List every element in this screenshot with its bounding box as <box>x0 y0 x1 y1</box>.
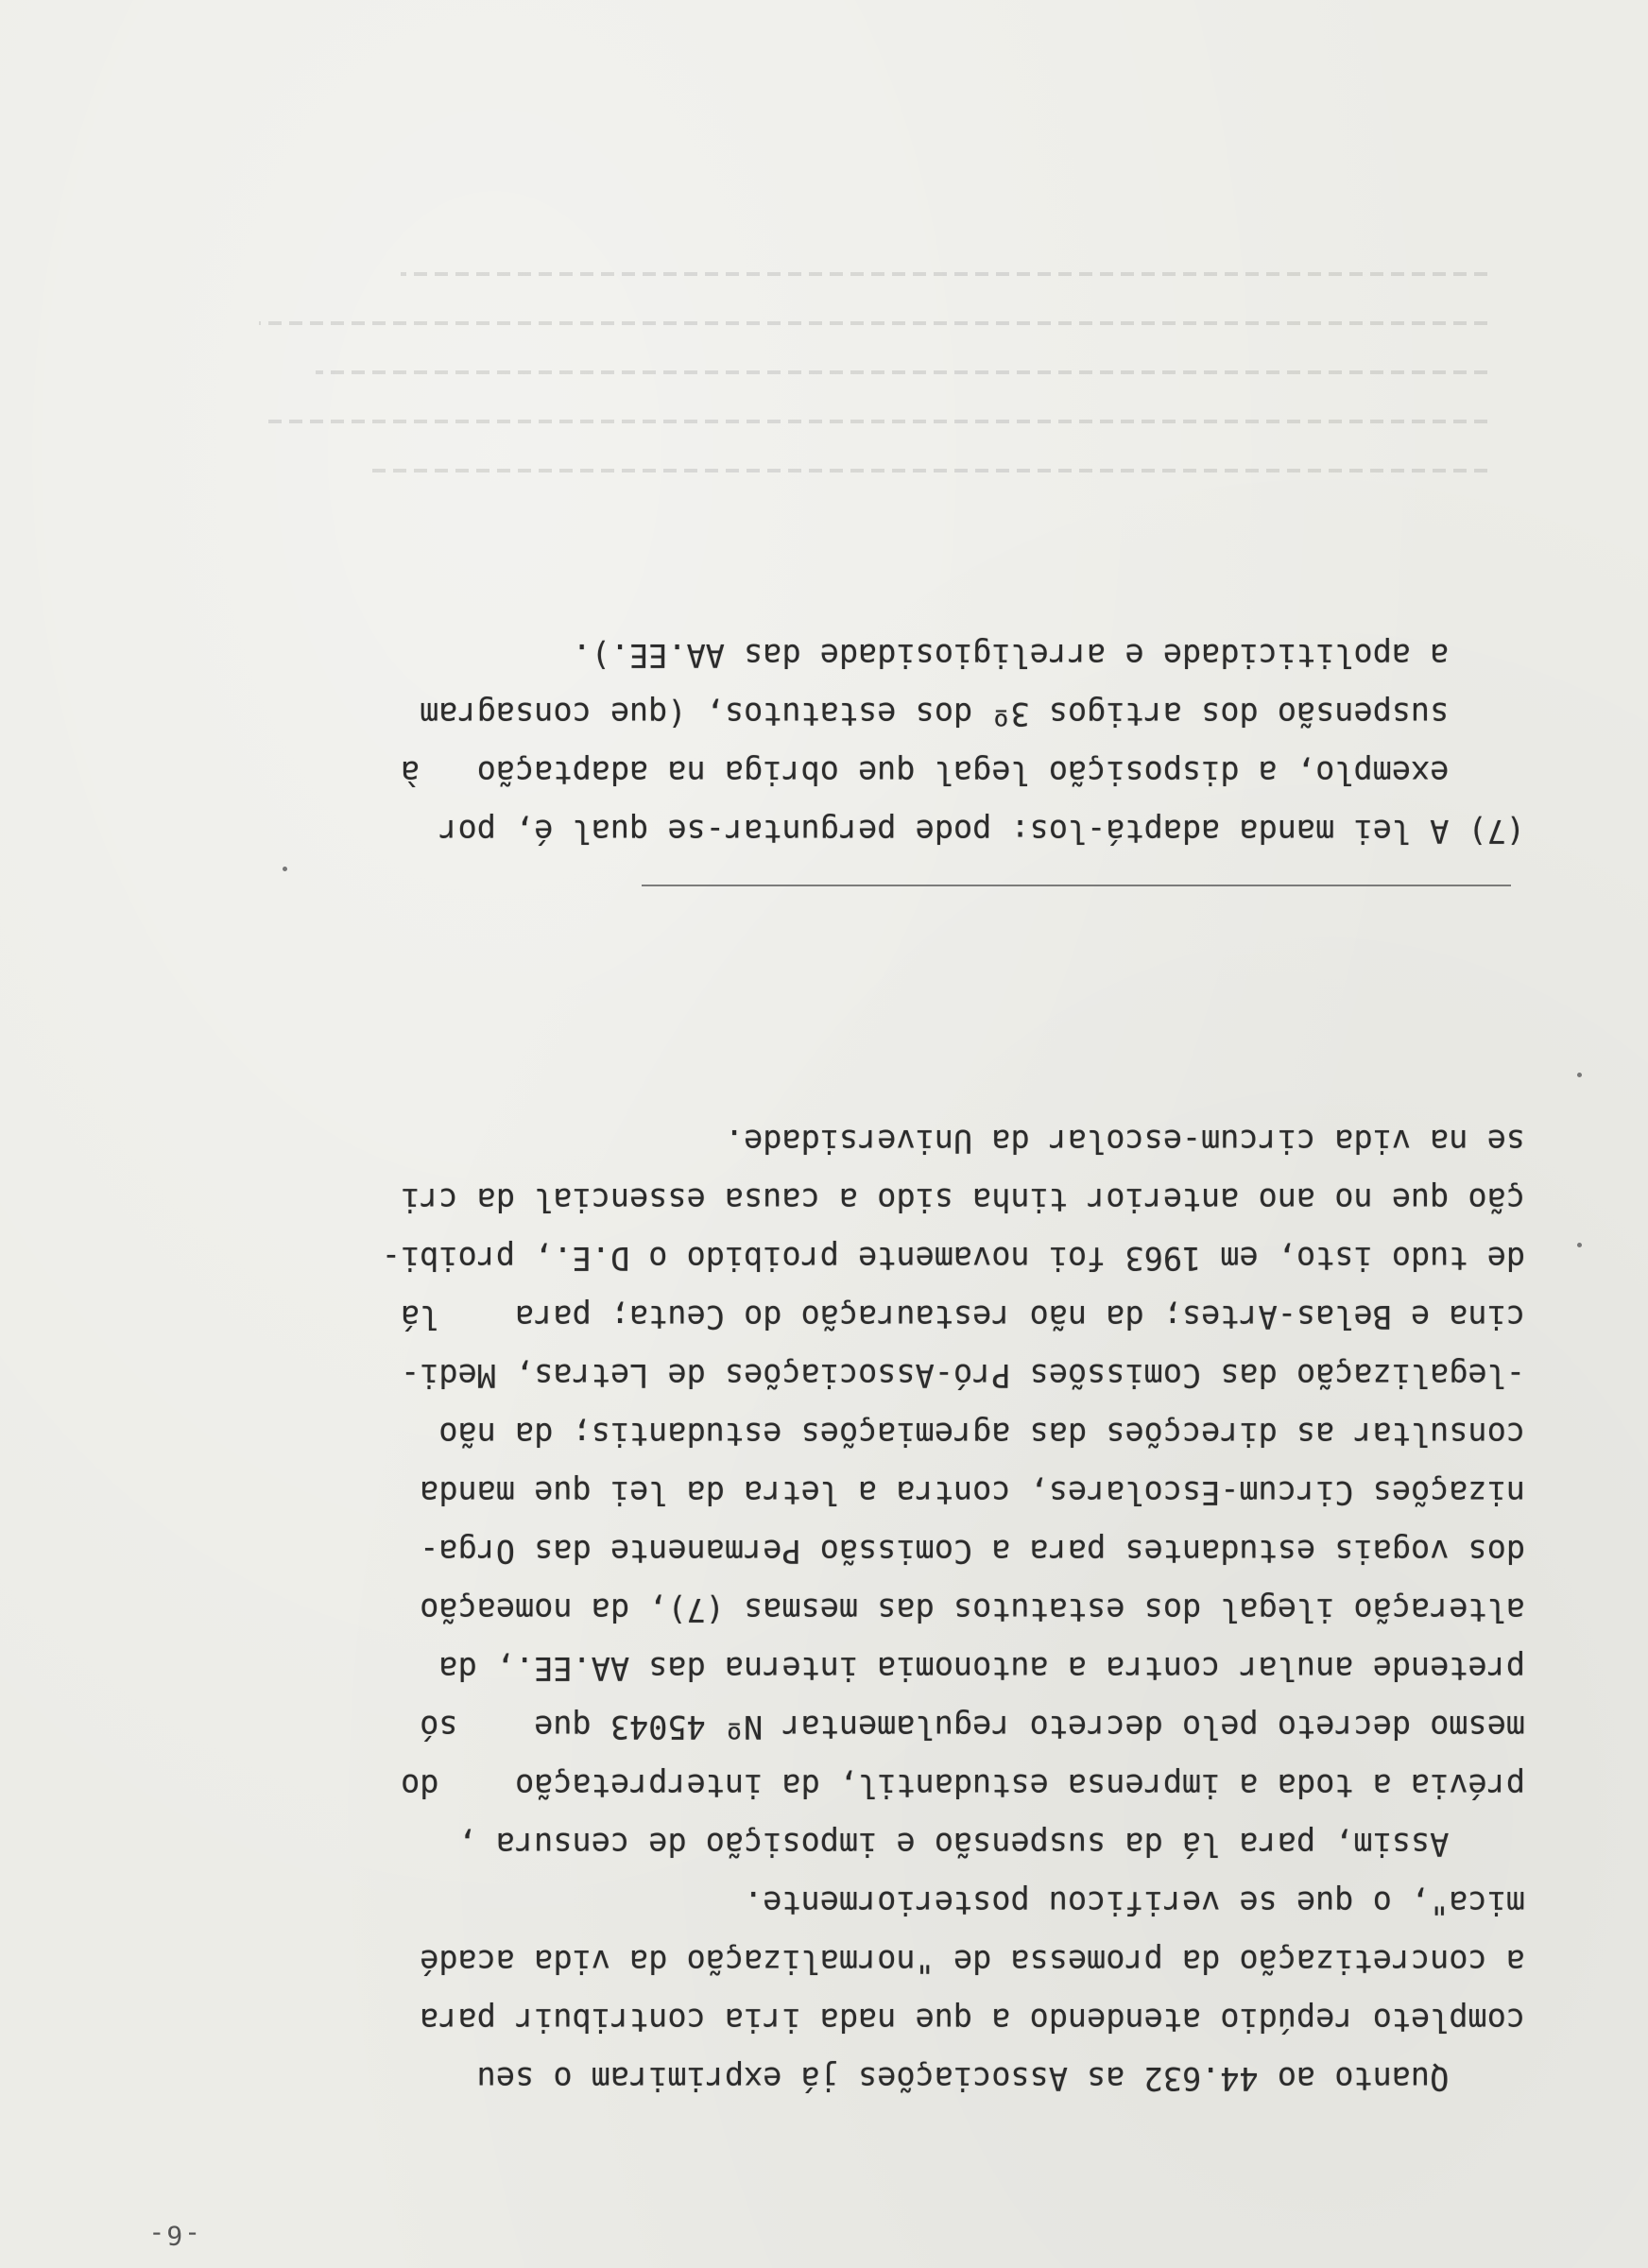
footnote-line: exemplo, a disposição legal que obriga na adaptação à <box>401 754 1525 791</box>
text-line: alteração ilegal dos estatutos das mesmas (7), da nomeação <box>420 1591 1525 1628</box>
text-line: completo repúdio atendendo a que nada iria contribuir para <box>420 2002 1525 2038</box>
text-line: consultar as direcções das agremiações estudantis; da não <box>438 1416 1525 1452</box>
text-line: prévia a toda a imprensa estudantil, da interpretação do <box>401 1767 1525 1804</box>
text-line: Quanto ao 44.632 as Associações já exprimiram o seu <box>476 2060 1525 2097</box>
text-line: a concretização da promessa de "normalização da vida acadé <box>420 1943 1525 1980</box>
bleed-through-text <box>183 208 1487 491</box>
page-number: -6- <box>146 2220 200 2251</box>
paragraph-quanto <box>79 1111 1525 2107</box>
footnote-7 <box>79 626 1525 860</box>
text-line: Assim, para lá da suspensão e imposição de censura , <box>457 1826 1525 1863</box>
footnote-divider <box>642 885 1511 886</box>
text-line: pretende anular contra a autonomia interna das AA.EE., da <box>438 1650 1525 1687</box>
text-line: mica", o que se verificou posteriormente. <box>744 1884 1525 1921</box>
footnote-line: a apoliticidade e arreligiosidade das AA.EE.). <box>572 637 1525 674</box>
text-line: se na vida circum-escolar da Universidade. <box>724 1123 1525 1160</box>
margin-mark <box>1577 1243 1582 1247</box>
text-line: mesmo decreto pelo decreto regulamentar Nº 45043 que só <box>420 1709 1525 1745</box>
text-line: de tudo isto, em 1963 foi novamente proibido o D.E., proibi- <box>381 1240 1525 1277</box>
footnote-line: (7) A lei manda adaptá-los: pode perguntar-se qual é, por <box>438 813 1525 850</box>
margin-mark <box>1577 1073 1582 1077</box>
footnote-line: suspensão dos artigos 3º dos estatutos, (que consagram <box>420 696 1525 732</box>
text-line: nizações Circum-Escolares, contra a letra da lei que manda <box>420 1474 1525 1511</box>
text-line: dos vogais estudantes para a Comissão Permanente das Orga- <box>420 1533 1525 1570</box>
text-line: cina e Belas-Artes; da não restauração do Ceuta; para lá <box>401 1298 1525 1335</box>
margin-mark <box>283 867 287 871</box>
text-line: ção que no ano anterior tinha sido a causa essencial da cri <box>401 1181 1525 1218</box>
text-line: -legalização das Comissões Pró-Associações de Letras, Medi- <box>401 1357 1525 1394</box>
